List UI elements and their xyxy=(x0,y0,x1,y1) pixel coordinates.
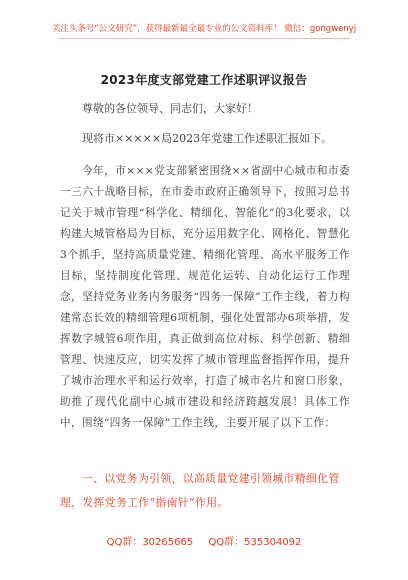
header-divider xyxy=(58,38,350,39)
document-title: 2023年度支部党建工作述职评议报告 xyxy=(100,73,308,87)
section-heading: 一、以党务为引领，以高质量党建引领城市精细化管理，发挥党务工作“指南针”作用。 xyxy=(60,472,340,509)
footer-qq-group-1: QQ群：30265665 xyxy=(106,537,194,548)
report-intro-paragraph: 现将市×××××局2023年党建工作述职汇报如下。 xyxy=(82,132,333,145)
greeting-paragraph: 尊敬的各位领导、同志们，大家好！ xyxy=(82,102,258,115)
footer-contacts xyxy=(0,533,408,548)
body-paragraph: 今年，市×××党支部紧密围绕××省副中心城市和市委一三六十战略目标，在市委市政府正确领导下，按照习总书记关于城市管理“科学化、精细化、智能化”的3化要求，以构建大城管格局为目标，充分运用数字化、网格化、智慧化3个抓手，坚持高质量党建、精细化管理、高水平服务工作目标，坚持制度化管理、规范化运转、自动化运行工作理念，坚持党务业务内务服务“四务一保障”工作主线，着力构建常态长效的精细管理6项机制，强化处置部办6项举措，发挥数字城管6项作用，真正做到高位对标、科学创新、精细管理、快速反应，切实发挥了城市管理监督指挥作用，提升了城市治理水平和运行效率，打造了城市名片和窗口形象，助推了现代化副中心城市建设和经济跨越发展！具体工作中，围绕“四务一保障”工作主线，主要开展了以下工作： xyxy=(60,165,350,429)
header-banner: 关注头条号“公文研究”，获得最新最全最专业的公文资料库！ 微信：gongwenyj xyxy=(51,24,357,34)
footer-qq-group-2: QQ群：535304092 xyxy=(208,537,302,548)
